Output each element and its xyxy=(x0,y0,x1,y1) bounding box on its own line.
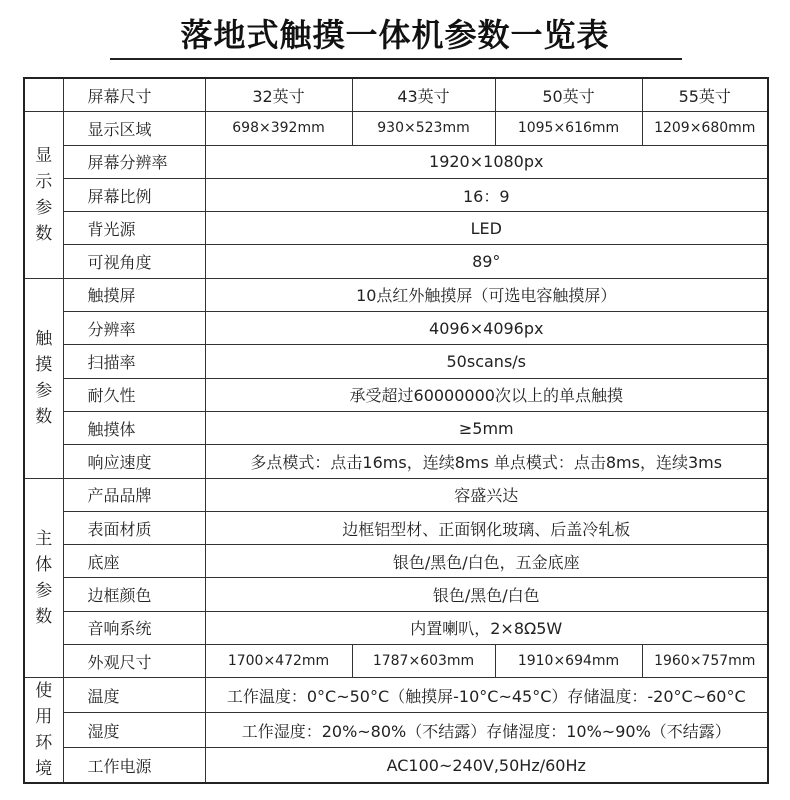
group-label-body: 主 体 参 数 xyxy=(24,478,63,678)
table-cell: 边框铝型材、正面钢化玻璃、后盖冷轧板 xyxy=(205,511,768,544)
table-cell: 承受超过60000000次以上的单点触摸 xyxy=(205,378,768,411)
table-cell: 89° xyxy=(205,245,768,278)
table-cell: 10点红外触摸屏（可选电容触摸屏） xyxy=(205,278,768,311)
row-label: 屏幕比例 xyxy=(63,178,205,211)
row-label: 分辨率 xyxy=(63,312,205,345)
row-label: 显示区域 xyxy=(63,112,205,145)
table-cell: 银色/黑色/白色，五金底座 xyxy=(205,545,768,578)
table-row xyxy=(24,645,768,678)
table-cell: 工作温度：0°C~50°C（触摸屏-10°C~45°C）存储温度：-20°C~60°C xyxy=(205,678,768,713)
table-row xyxy=(24,345,768,378)
spec-table xyxy=(23,77,769,784)
table-row xyxy=(24,112,768,145)
row-label: 屏幕尺寸 xyxy=(63,78,205,112)
size-header: 50英寸 xyxy=(495,78,642,112)
row-label: 扫描率 xyxy=(63,345,205,378)
table-cell: 1700×472mm xyxy=(205,645,352,678)
table-cell: 16：9 xyxy=(205,178,768,211)
table-row xyxy=(24,378,768,411)
table-row xyxy=(24,78,768,112)
table-row xyxy=(24,545,768,578)
corner-cell xyxy=(24,78,63,112)
table-cell: AC100~240V,50Hz/60Hz xyxy=(205,748,768,784)
table-row xyxy=(24,578,768,611)
row-label: 边框颜色 xyxy=(63,578,205,611)
row-label: 背光源 xyxy=(63,212,205,245)
table-row xyxy=(24,445,768,478)
table-row xyxy=(24,212,768,245)
group-label-display: 显 示 参 数 xyxy=(24,112,63,278)
table-row xyxy=(24,245,768,278)
size-header: 32英寸 xyxy=(205,78,352,112)
row-label: 外观尺寸 xyxy=(63,645,205,678)
table-row xyxy=(24,713,768,748)
table-cell: 多点模式：点击16ms，连续8ms 单点模式：点击8ms，连续3ms xyxy=(205,445,768,478)
row-label: 响应速度 xyxy=(63,445,205,478)
table-row xyxy=(24,411,768,444)
row-label: 温度 xyxy=(63,678,205,713)
table-cell: 银色/黑色/白色 xyxy=(205,578,768,611)
table-cell: 内置喇叭，2×8Ω5W xyxy=(205,611,768,644)
row-label: 工作电源 xyxy=(63,748,205,784)
table-row xyxy=(24,312,768,345)
row-label: 底座 xyxy=(63,545,205,578)
table-row xyxy=(24,145,768,178)
row-label: 产品品牌 xyxy=(63,478,205,511)
row-label: 触摸体 xyxy=(63,411,205,444)
row-label: 可视角度 xyxy=(63,245,205,278)
table-row xyxy=(24,178,768,211)
size-header: 55英寸 xyxy=(642,78,768,112)
table-cell: LED xyxy=(205,212,768,245)
table-cell: 50scans/s xyxy=(205,345,768,378)
table-cell: 930×523mm xyxy=(352,112,495,145)
table-cell: 容盛兴达 xyxy=(205,478,768,511)
table-cell: 工作湿度：20%~80%（不结露）存储湿度：10%~90%（不结露） xyxy=(205,713,768,748)
table-row xyxy=(24,278,768,311)
table-row xyxy=(24,478,768,511)
table-row xyxy=(24,678,768,713)
row-label: 触摸屏 xyxy=(63,278,205,311)
row-label: 音响系统 xyxy=(63,611,205,644)
title-underline xyxy=(110,58,682,60)
table-row xyxy=(24,748,768,784)
table-cell: 1960×757mm xyxy=(642,645,768,678)
table-row xyxy=(24,611,768,644)
row-label: 表面材质 xyxy=(63,511,205,544)
table-cell: 4096×4096px xyxy=(205,312,768,345)
row-label: 屏幕分辨率 xyxy=(63,145,205,178)
table-cell: 1920×1080px xyxy=(205,145,768,178)
group-label-env: 使 用 环 境 xyxy=(24,678,63,784)
size-header: 43英寸 xyxy=(352,78,495,112)
table-cell: 1209×680mm xyxy=(642,112,768,145)
row-label: 耐久性 xyxy=(63,378,205,411)
table-cell: 1787×603mm xyxy=(352,645,495,678)
table-cell: ≥5mm xyxy=(205,411,768,444)
page-title: 落地式触摸一体机参数一览表 xyxy=(180,16,610,54)
table-row xyxy=(24,511,768,544)
table-cell: 1095×616mm xyxy=(495,112,642,145)
group-label-touch: 触 摸 参 数 xyxy=(24,278,63,478)
row-label: 湿度 xyxy=(63,713,205,748)
table-cell: 698×392mm xyxy=(205,112,352,145)
table-cell: 1910×694mm xyxy=(495,645,642,678)
